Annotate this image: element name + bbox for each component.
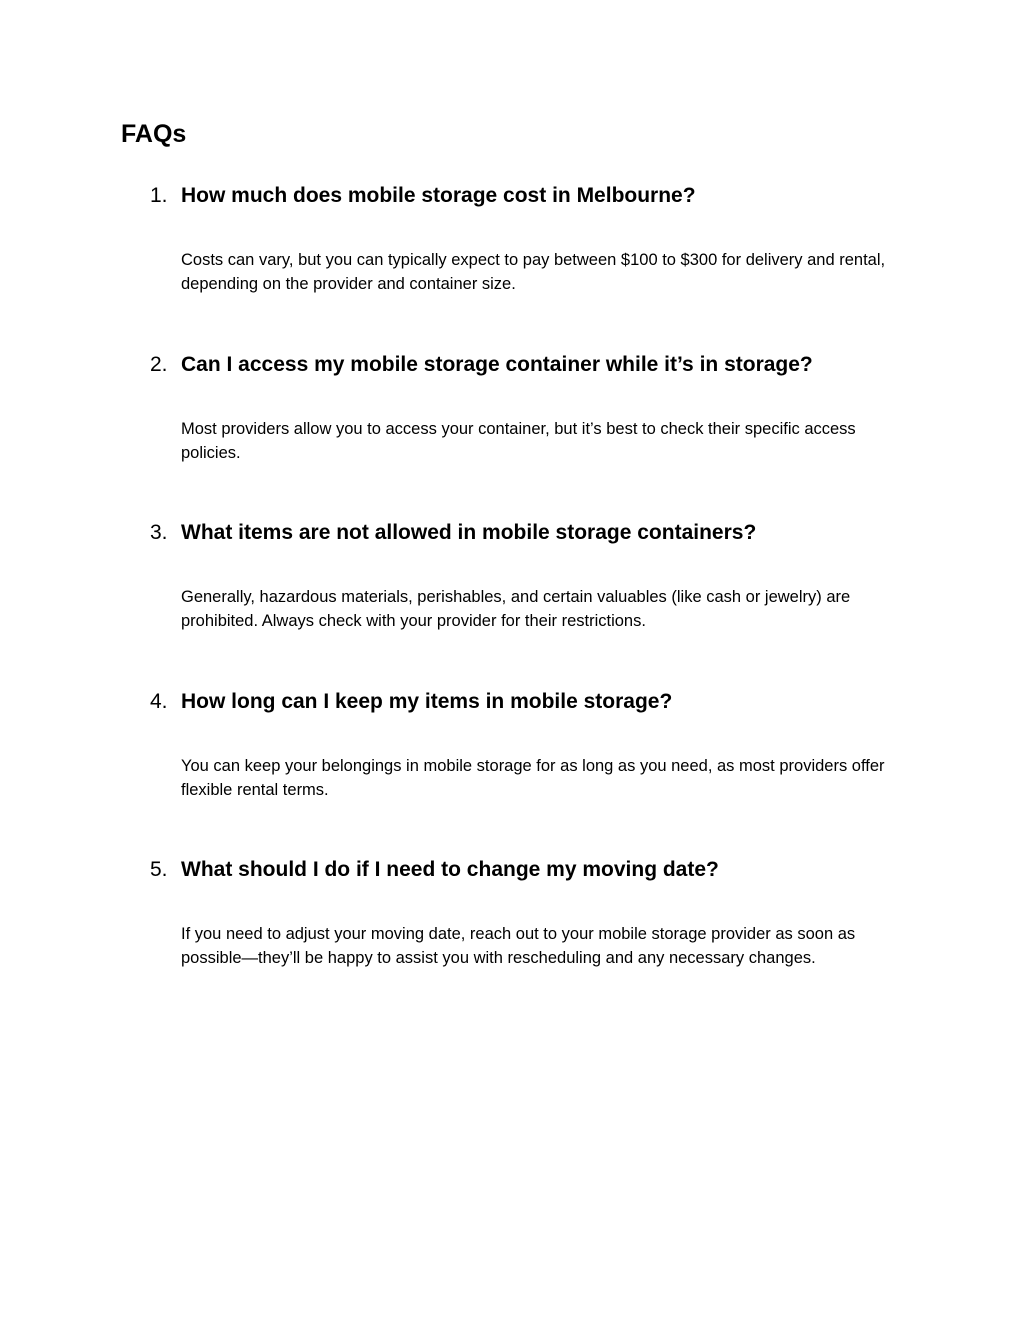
faq-answer: Most providers allow you to access your container, but it’s best to check their specific access policies.	[181, 420, 856, 462]
faq-number: 4.	[150, 690, 168, 713]
faq-question-text: Can I access my mobile storage container while it’s in storage?	[181, 353, 813, 376]
faq-question	[150, 182, 910, 210]
faq-answer: If you need to adjust your moving date, reach out to your mobile storage provider as soon as possible—they’ll be happy to assist you with rescheduling and any necessary changes.	[181, 925, 856, 967]
faq-item-1	[150, 182, 910, 296]
faq-answer: Generally, hazardous materials, perishables, and certain valuables (like cash or jewelry) are prohibited. Always check with your provider for their restrictions.	[181, 588, 851, 630]
faq-item-5	[150, 856, 910, 970]
faq-number: 2.	[150, 353, 168, 376]
faq-question	[150, 351, 910, 379]
faq-item-3	[150, 519, 910, 633]
faq-answer: Costs can vary, but you can typically expect to pay between $100 to $300 for delivery and rental, depending on the provider and container size.	[181, 251, 886, 293]
faq-number: 5.	[150, 858, 168, 881]
faq-item-2	[150, 351, 910, 465]
faq-question-text: How much does mobile storage cost in Melbourne?	[181, 184, 696, 207]
faq-number: 1.	[150, 184, 168, 207]
faq-question	[150, 856, 910, 884]
faq-question-text: What should I do if I need to change my moving date?	[181, 858, 719, 881]
faq-answer: You can keep your belongings in mobile storage for as long as you need, as most providers offer flexible rental terms.	[181, 757, 885, 799]
faq-question	[150, 519, 910, 547]
page-title: FAQs	[121, 120, 187, 148]
faq-number: 3.	[150, 521, 168, 544]
faq-item-4	[150, 688, 910, 802]
faq-question-text: How long can I keep my items in mobile storage?	[181, 690, 673, 713]
faq-question-text: What items are not allowed in mobile storage containers?	[181, 521, 757, 544]
faq-question	[150, 688, 910, 716]
